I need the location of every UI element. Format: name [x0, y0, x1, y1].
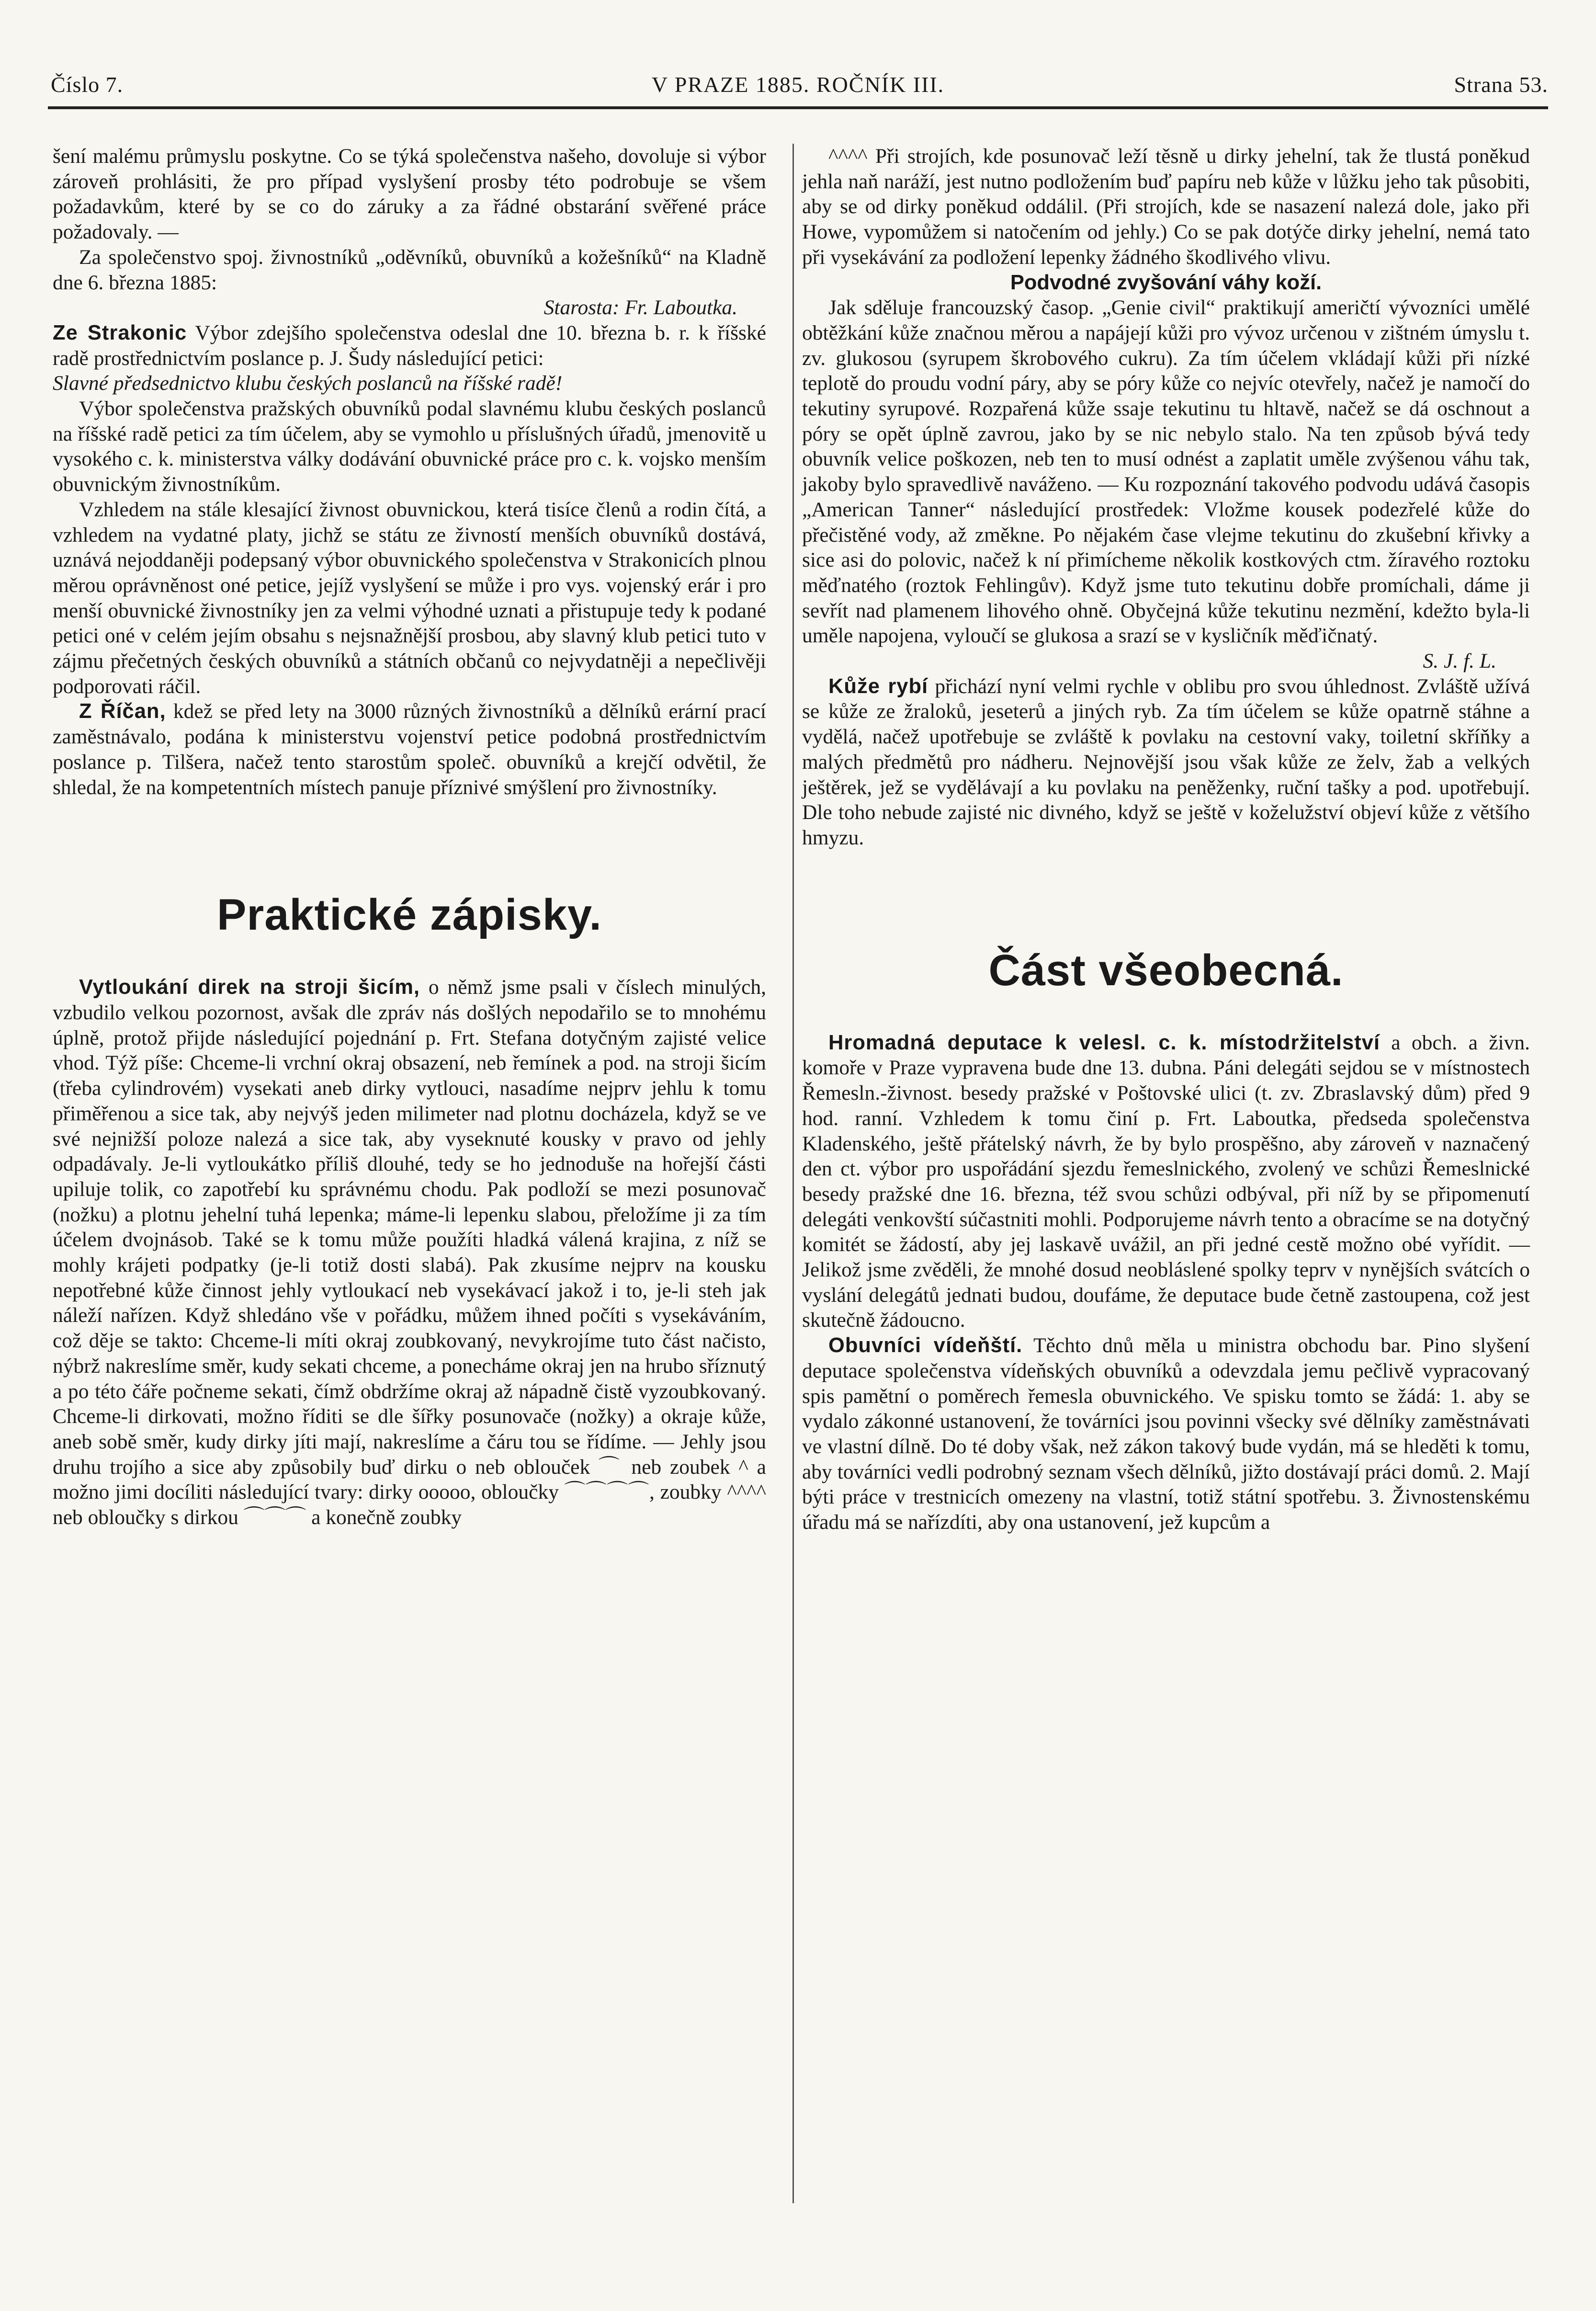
signature-name: Fr. Laboutka. [624, 296, 737, 319]
news-text: přichází nyní velmi rychle v oblibu pro svou úhlednost. Zvláště užívá se kůže ze žraloků, jeseterů a jiných ryb. Za tím účelem se kůže opatrně stáhne a vydělá, načež upotřebuje se zvláště k povlaku na cestovní vaky, toiletní skříňky a malých předmětů pro nádheru. Nejnovější jsou však kůže ze želv, žab a velkých ještěrek, jež se vydělávají a ku povlaku na peněženky, ruční tašky a pod. upotřebují. Dle toho nebude zajisté nic divného, když se ještě v koželužství objeví kůže z většího hmyzu. [802, 674, 1530, 849]
page-header [48, 72, 1548, 105]
article-heading: Podvodné zvyšování váhy koží. [1010, 271, 1322, 294]
page-number: Strana 53. [1454, 72, 1548, 97]
article-text: o němž jsme psali v číslech minulých, vzbudilo velkou pozornost, avšak dle zpráv nás došlých nepodařilo se to mnohému úplně, protož přijde následující pojednání p. Frt. Stefana dotyčným zajisté velice vhod. Týž píše: Chceme-li vrchní okraj obsazení, neb řemínek a pod. na stroji šicím (třeba cylindrovém) vysekati aneb dirky vytlouci, nasadíme nejprv jehlu k tomu přiměřenou a sice tak, aby nejvýš jeden milimeter nad plotnu docházela, když se ve své nejnižší poloze nalezá a sice tak, aby vyseknuté kousky v pravo od jehly odpadávaly. Je-li vytloukátko příliš dlouhé, tedy se ho jednoduše na hořejší části upiluje tolik, co zapotřebí ku správnému chodu. Pak podloží se mezi posunovač (nožku) a plotnu jehelní tuhá lepenka; máme-li lepenku slabou, přeložíme ji za tím účelem dvojnásob. Také se k tomu může použíti hladká válená krajina, z níž se mohly krájeti podpatky (je-li totiž dosti slabá). Pak zkusíme nejprv na kousku nepotřebné kůže činnost jehly vytloukací neb vysekávací jakož i to, je-li steh jak náleží nařízen. Když shledáno vše v pořádku, můžem ihned počíti s vysekáváním, což děje se takto: Chceme-li míti okraj zoubkovaný, nevykrojíme tuto část načisto, nýbrž nakreslíme směr, kudy sekati chceme, a ponecháme okraj jen na hrubo sříznutý a po této čáře počneme sekati, čímž obdržíme okraj až nápadně čistě vyzoubkovaný. Chceme-li dirkovati, možno říditi se dle šířky posunovače (nožky) a okraje kůže, aneb sobě směr, kudy dirky jíti mají, nakreslíme a čáru tou se řídíme. — Jehly jsou druhu trojího a sice aby způsobily buď dirku o neb oblouček ⌒ neb zoubek ^ a možno jimi docíliti následující tvary: dirky ooooo, obloučky ⌒⌒⌒⌒, zoubky ^^^^ neb obloučky s dirkou ⌒⌒⌒ a konečně zoubky [53, 976, 766, 1529]
news-lead: Z Říčan, [79, 700, 166, 723]
news-item [53, 320, 766, 371]
news-text: a obch. a živn. komoře v Praze vypravena bude dne 13. dubna. Páni delegáti sejdou se v místnostech Řemesln.-živnost. besedy pražské v Poštovské ulici (t. zv. Zbraslavský dům) před 9 hod. ranní. Vzhledem k tomu činí p. Frt. Laboutka, předseda společenstva Kladenského, ještě přátelský návrh, že by bylo prospěšno, aby zároveň v naznačený den ct. výbor pro uspořádání sjezdu řemeslnického, zvolený ve schůzi Řemeslnické besedy pražské dne 16. března, též svou schůzi odbýval, při níž by se připomenutí delegáti venkovští súčastniti mohli. Podporujeme návrh tento a obracíme se na dotyčný komitét se žádostí, aby jej laskavě uvážil, an při jedné cestě možno obé vyřídit. — Jelikož jsme zvěděli, že mnohé dosud neobláslené spolky teprv v nynějších svátcích o vyslání delegátů jednati budou, doufáme, že deputace bude četně zastoupena, což jest skutečně žádoucno. [802, 1031, 1530, 1332]
header-title: V PRAZE 1885. ROČNÍK III. [651, 72, 945, 97]
news-text: Těchto dnů měla u ministra obchodu bar. Pino slyšení deputace společenstva vídeňských obuvníků a odevzdala jemu pečlivě vypracovaný spis pamětní o poměrech řemesla obuvnického. Ve spisku tomto se žádá: 1. aby se vydalo zákonné ustanovení, že továrníci jsou povinni všecky své dělníky zaměstnávati ve vlastní dílně. Do té doby však, než zákon takový bude vydán, má se hleděti k tomu, aby továrníci vedli podrobný seznam všech dělníků, jižto dostávají práci domů. 2. Mají býti práce v trestnicích omezeny na vlastní, totiž státní spotřebu. 3. Živnostenskému úřadu má se nařízdíti, aby ona ustanovení, jež kupcům a [802, 1334, 1530, 1534]
news-item [802, 1030, 1530, 1333]
issue-number: Číslo 7. [51, 72, 124, 97]
paragraph: šení malému průmyslu poskytne. Co se týká společenstva našeho, dovoluje si výbor zároveň prohlásiti, že pro případ vyslyšení prosby této podrobuje se všem požadavkům, které by se co do záruky a za řádné obstarání svěřené práce požadovaly. — [53, 145, 766, 244]
paragraph: Za společenstvo spoj. živnostníků „oděvníků, obuvníků a kožešníků“ na Kladně dne 6. března 1885: [53, 245, 766, 294]
news-lead: Hromadná deputace k velesl. c. k. místodržitelství [828, 1031, 1380, 1054]
news-item [53, 699, 766, 800]
right-column [802, 144, 1530, 1535]
news-lead: Kůže rybí [828, 674, 928, 698]
signature-label: Starosta: [543, 296, 620, 319]
article-lead: Vytloukání direk na stroji šicím, [79, 976, 420, 999]
paragraph: Vzhledem na stále klesající živnost obuvnickou, která tisíce členů a rodin čítá, a vzhledem na vydatné platy, jichž se státu ze živností menších obuvníků dostává, uznává nejoddaněji podepsaný výbor obuvnického společenstva v Strakonicích plnou měrou oprávněnost oné petice, jejíž vyslyšení se může i pro vys. vojenský erár i pro menší obuvnické živnostníky jen za velmi výhodné uznati a přistupuje tedy k podané petici oné v celém jejím obsahu s nejsnažnější prosbou, aby slavný klub petici tuto v zájmu přečetných českých obuvníků a státních občanů co nejvydatněji a nepečlivěji podporovati ráčil. [53, 498, 766, 698]
article [53, 975, 766, 1530]
news-text: kdež se před lety na 3000 různých živnostníků a dělníků erární prací zaměstnávalo, podána k ministerstvu vojenství petice podobná prostřednictvím poslance p. Tilšera, načež tento starostům společ. obuvníků a krejčí odvětil, že shledal, že na kompetentních místech panuje příznivé smýšlení pro živnostníky. [53, 700, 767, 799]
petition-address: Slavné předsednictvo klubu českých poslanců na říšské radě! [53, 372, 563, 395]
news-lead: Obuvníci vídeňští. [828, 1334, 1023, 1357]
news-item [802, 1333, 1530, 1535]
news-lead: Ze Strakonic [53, 321, 187, 344]
news-text: Výbor zdejšího společenstva odeslal dne 10. března b. r. k říšské radě prostřednictvím poslance p. J. Šudy následující petici: [53, 321, 766, 370]
paragraph: Výbor společenstva pražských obuvníků podal slavnému klubu českých poslanců na říšské radě petici za tím účelem, aby se vymohlo u příslušných úřadů, jmenovitě u vysokého c. k. ministerstva války dodávání obuvnické práce pro c. k. vojsko menším obuvnickým živnostníkům. [53, 397, 766, 496]
signature [53, 295, 766, 320]
section-title: Praktické zápisky. [217, 890, 602, 940]
paragraph: ^^^^ Při strojích, kde posunovač leží těsně u dirky jehelní, tak že tlustá poněkud jehla naň naráží, jest nutno podložením buď papíru neb kůže v lůžku jeho tak působiti, aby se od dirky poněkud oddálil. (Při strojích, kde se nasazení nalezá dole, jako při Howe, vypomůžem si natočením od jehly.) Co se pak dotýče dirky jehelní, nemá tato při vysekávání za podložení lepenky žádného škodlivého vlivu. [802, 145, 1530, 269]
left-column [53, 144, 766, 1530]
header-rule [48, 106, 1548, 109]
section-title: Část všeobecná. [988, 945, 1344, 995]
author-initials: S. J. f. L. [1423, 649, 1496, 673]
article-text: Jak sděluje francouzský časop. „Genie civil“ praktikují američtí vývozníci umělé obtěžkání kůže značnou měrou a napájejí kůži pro vývoz určenou v zištném úmyslu t. zv. glukosou (syrupem škrobového cukru). Za tím účelem vkládají kůži při nízké teplotě do proudu vodní páry, aby se póry kůže co nejvíc otevřely, načež je namočí do tekutiny syrupové. Rozpařená kůže ssaje tekutinu tu hltavě, načež se dá oschnout a póry se opět úplně zavrou, jako by se nic nebylo stalo. Na ten způsob bývá tedy obuvník velice poškozen, neb ten to musí odnést a zaplatit uměle zvýšenou váhu tak, jakoby bylo spravedlivě naváženo. — Ku rozpoznání takového podvodu udává časopis „American Tanner“ následující prostředek: Vložme kousek podezřelé kůže do přečistěné vody, až změkne. Po nějakém čase vlejme tekutinu do zkušební křivky a sice asi do polovic, načež k ní přimícheme několik kostkových ctm. žíravého roztoku měďnatého (roztok Fehlingův). Když jsme tuto tekutinu dobře promíchali, dáme ji sevřít nad plamenem lihového ohně. Obyčejná kůže tekutinu nezmění, kdežto byla-li uměle napojena, vyloučí se glukosa a srazí se v kysličník měďičnatý. [802, 296, 1530, 648]
news-item [802, 674, 1530, 851]
column-divider [792, 144, 794, 2203]
